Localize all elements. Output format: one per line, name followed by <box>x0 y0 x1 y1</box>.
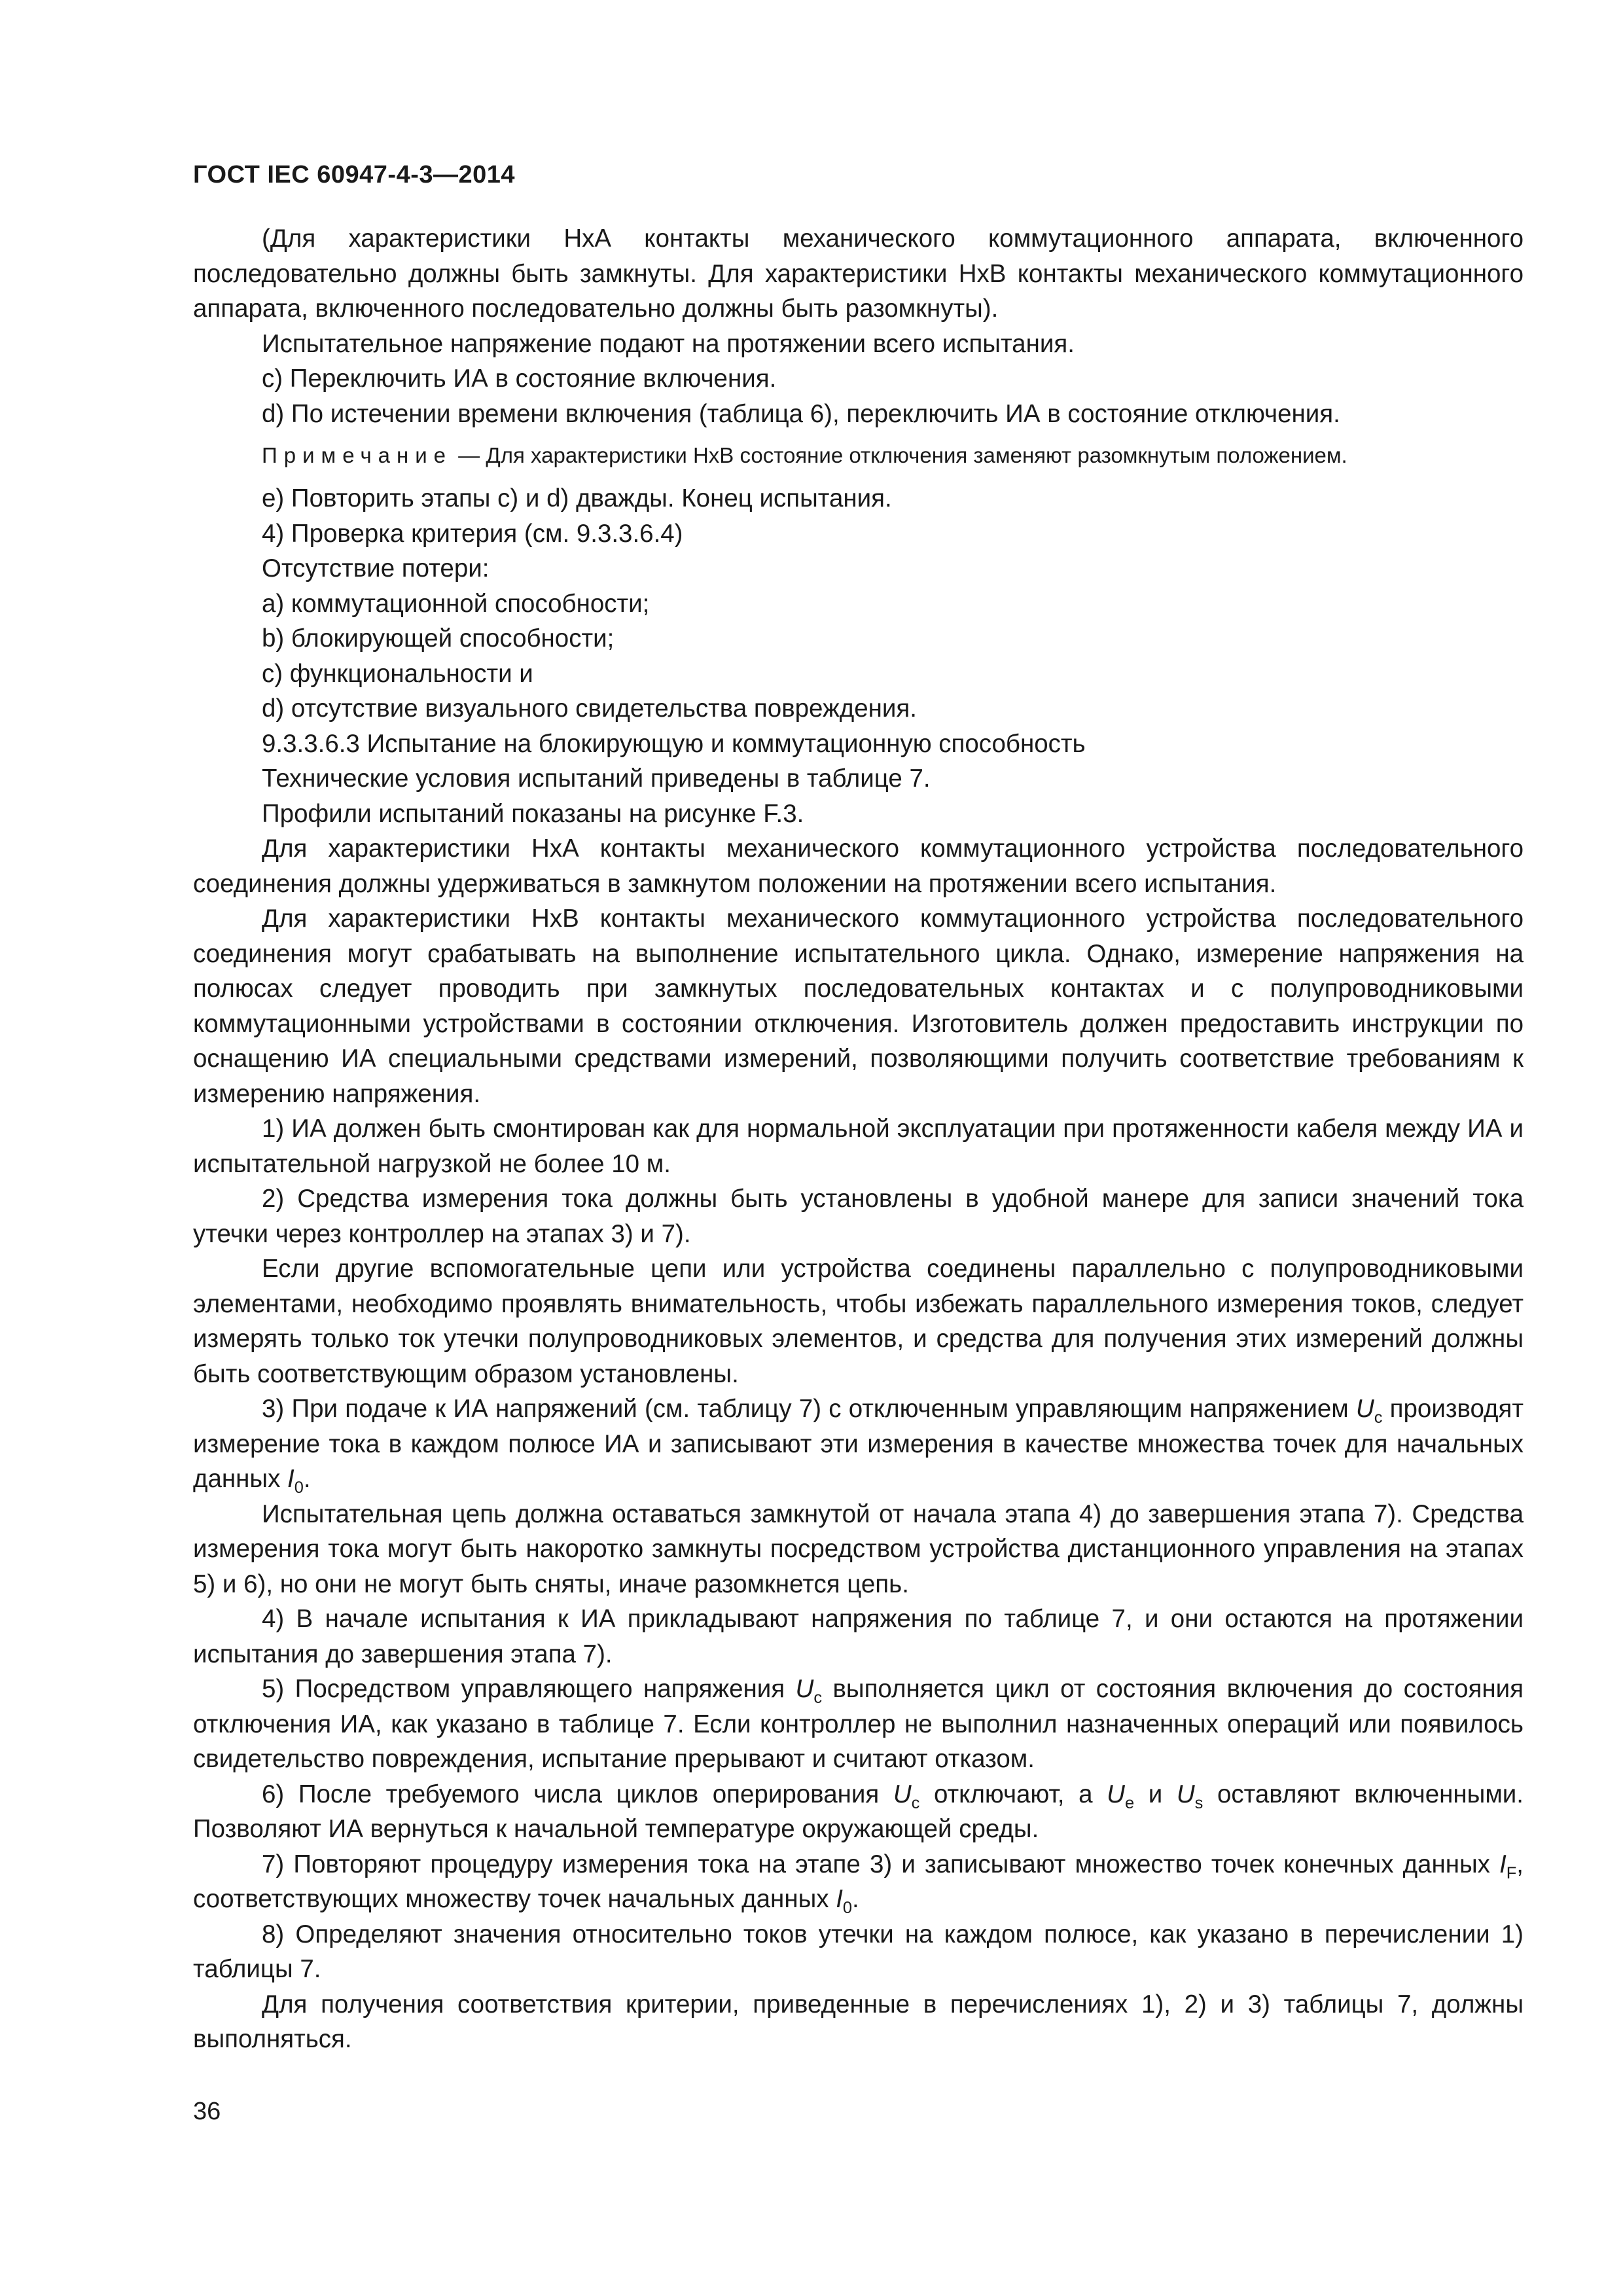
text-span: . <box>852 1885 859 1913</box>
paragraph: Для характеристики НхА контакты механического коммутационного устройства последовательного соединения должны удерживаться в замкнутом положении на протяжении всего испытания. <box>193 834 1524 898</box>
text-line: Отсутствие потери: <box>262 554 490 583</box>
paragraph: Для характеристики НхВ контакты механического коммутационного устройства последовательного соединения могут срабатывать на выполнение испытательного цикла. Однако, измерение напряжения на полюсах следует проводить при замкнутых последовательных контактах и с полупроводниковыми коммутационными устройствами в состоянии отключения. Изготовитель должен предоставить инструкции по оснащению ИА специальными средствами измерений, позволяющими получить соответствие требованиям к измерению напряжения. <box>193 905 1524 1108</box>
paragraph: Для получения соответствия критерии, приведенные в перечислениях 1), 2) и 3) таблицы 7, должны выполняться. <box>193 1990 1524 2053</box>
paragraph <box>193 1391 1524 1497</box>
paragraph: 2) Средства измерения тока должны быть установлены в удобной манере для записи значений тока утечки через контроллер на этапах 3) и 7). <box>193 1185 1524 1248</box>
text-line: Профили испытаний показаны на рисунке F.3. <box>262 799 804 828</box>
symbol: U <box>795 1675 814 1703</box>
note-label: Примечание <box>262 443 453 467</box>
paragraph: Если другие вспомогательные цепи или устройства соединены параллельно с полупроводниковыми элементами, необходимо проявлять внимательность, чтобы избежать параллельного измерения токов, следует измерять только ток утечки полупроводниковых элементов, и средства для получения этих измерений должны быть соответствующим образом установлены. <box>193 1255 1524 1388</box>
list-item: e) Повторить этапы c) и d) дважды. Конец испытания. <box>262 484 892 512</box>
subscript: c <box>813 1688 823 1707</box>
page-number: 36 <box>193 2098 221 2125</box>
note-text: — Для характеристики НхВ состояние отключения заменяют разомкнутым положением. <box>452 443 1347 467</box>
text-span: 6) После требуемого числа циклов оперирования <box>262 1780 893 1808</box>
text-span: производят измерение тока в каждом полюсе ИА и записывают эти измерения в качестве множества точек для начальных данных <box>193 1395 1524 1493</box>
symbol: U <box>1176 1780 1195 1808</box>
note <box>193 439 1524 472</box>
symbol: I <box>836 1885 843 1913</box>
list-item: 4) Проверка критерия (см. 9.3.3.6.4) <box>262 519 683 548</box>
text-span: 3) При подаче к ИА напряжений (см. таблицу 7) с отключенным управляющим напряжением <box>262 1395 1356 1423</box>
paragraph: 4) В начале испытания к ИА прикладывают напряжения по таблице 7, и они остаются на протяжении испытания до завершения этапа 7). <box>193 1605 1524 1668</box>
subscript: e <box>1124 1793 1135 1812</box>
text-span: оставляют включенными. Позволяют ИА вернуться к начальной температуре окружающей среды. <box>193 1780 1524 1843</box>
text-span: и <box>1134 1780 1177 1808</box>
text-span: . <box>303 1465 311 1493</box>
subscript: c <box>911 1793 920 1812</box>
paragraph <box>193 1777 1524 1847</box>
document-body <box>193 221 1524 2057</box>
text-span: выполняется цикл от состояния включения до состояния отключения ИА, как указано в таблице 7. Если контроллер не выполнил назначенных операций или появилось свидетельство повреждения, испытание прерывают и считают отказом. <box>193 1675 1524 1773</box>
paragraph: (Для характеристики НхА контакты механического коммутационного аппарата, включенного последовательно должны быть замкнуты. Для характеристики НхВ контакты механического коммутационного аппарата, включенного последовательно должны быть разомкнуты). <box>193 224 1524 323</box>
text-span: 5) Посредством управляющего напряжения <box>262 1675 796 1703</box>
subscript: F <box>1506 1863 1517 1882</box>
paragraph <box>193 1847 1524 1917</box>
list-item: d) отсутствие визуального свидетельства повреждения. <box>262 694 917 723</box>
text-line: Испытательное напряжение подают на протяжении всего испытания. <box>262 329 1075 358</box>
paragraph: Испытательная цепь должна оставаться замкнутой от начала этапа 4) до завершения этапа 7). Средства измерения тока могут быть накоротко замкнуты посредством устройства дистанционного управления на этапах 5) и 6), но они не могут быть сняты, иначе разомкнется цепь. <box>193 1499 1524 1598</box>
section-heading: 9.3.3.6.3 Испытание на блокирующую и коммутационную способность <box>262 729 1086 758</box>
symbol: U <box>1355 1395 1374 1423</box>
subscript: c <box>1374 1408 1383 1427</box>
subscript: 0 <box>294 1478 304 1497</box>
paragraph <box>193 1672 1524 1777</box>
symbol: I <box>1499 1850 1507 1878</box>
document-header: ГОСТ IEC 60947-4-3—2014 <box>193 161 516 188</box>
text-line: Технические условия испытаний приведены в таблице 7. <box>262 764 931 793</box>
paragraph: 8) Определяют значения относительно токов утечки на каждом полюсе, как указано в перечислении 1) таблицы 7. <box>193 1920 1524 1983</box>
list-item: c) Переключить ИА в состояние включения. <box>262 365 777 393</box>
subscript: s <box>1194 1793 1204 1812</box>
list-item: c) функциональности и <box>262 659 533 688</box>
list-item: d) По истечении времени включения (таблица 6), переключить ИА в состояние отключения. <box>262 399 1340 428</box>
list-item: a) коммутационной способности; <box>262 589 650 618</box>
subscript: 0 <box>842 1898 853 1917</box>
symbol: U <box>1107 1780 1125 1808</box>
list-item: b) блокирующей способности; <box>262 624 615 653</box>
paragraph: 1) ИА должен быть смонтирован как для нормальной эксплуатации при протяженности кабеля между ИА и испытательной нагрузкой не более 10 м. <box>193 1115 1524 1178</box>
text-span: 7) Повторяют процедуру измерения тока на этапе 3) и записывают множество точек конечных данных <box>262 1850 1500 1878</box>
symbol: U <box>893 1780 912 1808</box>
symbol: I <box>287 1465 294 1493</box>
text-span: , соответствующих множеству точек начальных данных <box>193 1850 1524 1913</box>
text-span: отключают, а <box>919 1780 1107 1808</box>
